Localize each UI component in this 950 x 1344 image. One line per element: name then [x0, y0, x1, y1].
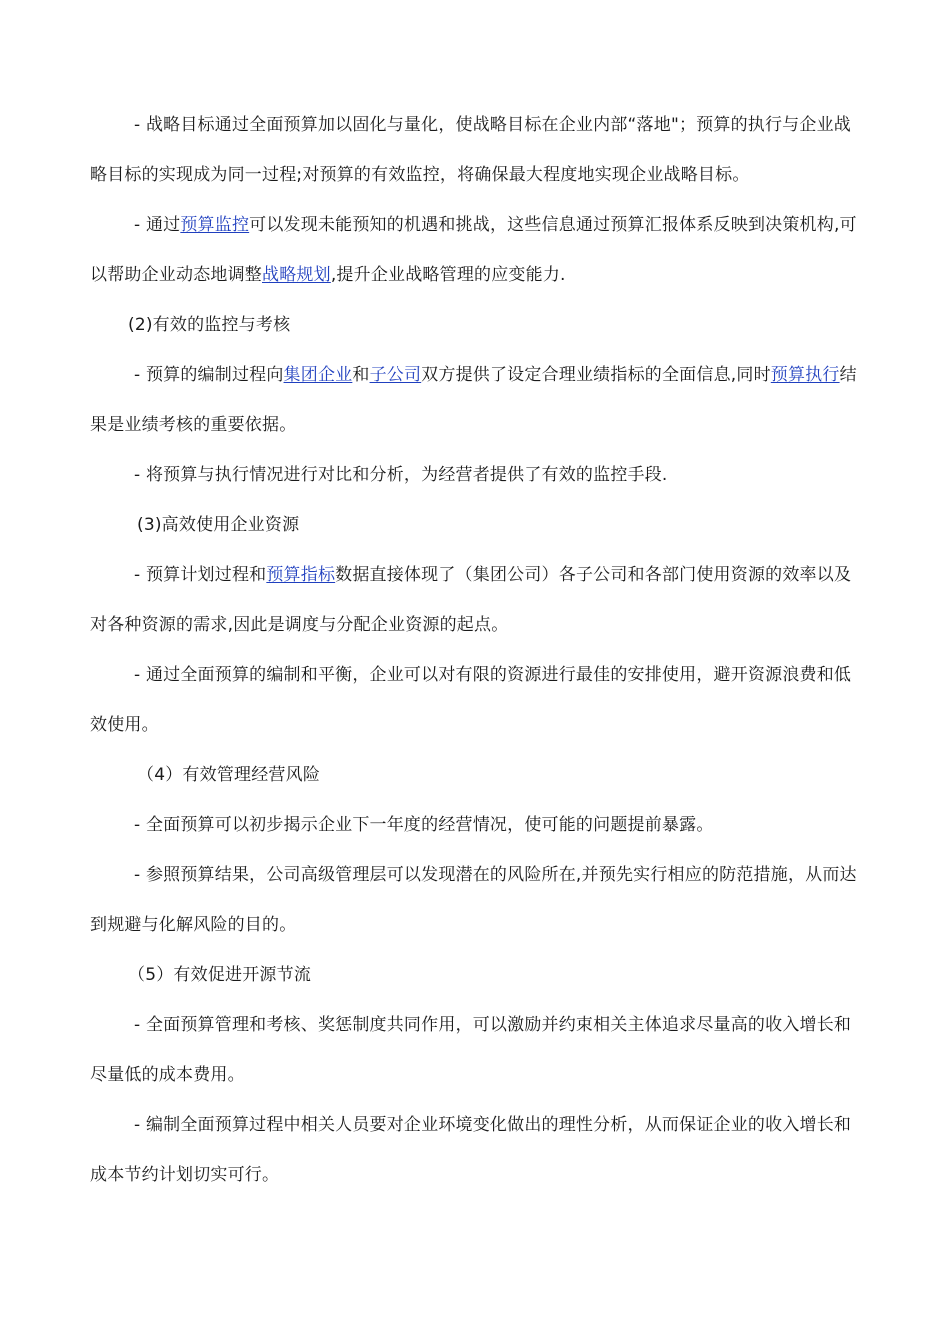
paragraph-comparison — [90, 450, 860, 500]
paragraph-strategy-goal — [90, 100, 860, 200]
paragraph-text: - 通过全面预算的编制和平衡，企业可以对有限的资源进行最佳的安排使用，避开资源浪费和低效使用。 — [90, 665, 852, 735]
paragraph-budget-planning — [90, 550, 860, 650]
document-body — [90, 100, 860, 1200]
link-strategic-planning[interactable]: 战略规划 — [262, 265, 331, 285]
paragraph-risk-prevention — [90, 850, 860, 950]
paragraph-text: ,提升企业战略管理的应变能力. — [330, 265, 566, 285]
paragraph-text: - 预算计划过程和 — [134, 565, 267, 585]
section-heading-5: （5）有效促进开源节流 — [128, 965, 312, 985]
paragraph-budget-preparation — [90, 350, 860, 450]
paragraph-incentive — [90, 1000, 860, 1100]
paragraph-text: 可以发现未能预知的机遇和挑战，这些信息通过预算汇报体系反映到决策机构,可以帮助企业动态地调整 — [90, 215, 857, 285]
paragraph-risk-reveal — [90, 800, 860, 850]
link-budget-monitoring[interactable]: 预算监控 — [180, 215, 250, 235]
paragraph-text: - 编制全面预算过程中相关人员要对企业环境变化做出的理性分析，从而保证企业的收入增长和成本节约计划切实可行。 — [90, 1115, 852, 1185]
paragraph-text: - 全面预算可以初步揭示企业下一年度的经营情况，使可能的问题提前暴露。 — [134, 815, 714, 835]
section-heading-2: (2)有效的监控与考核 — [128, 315, 291, 335]
link-budget-execution[interactable]: 预算执行 — [770, 365, 840, 385]
paragraph-text: - 通过 — [134, 215, 181, 235]
paragraph-budget-monitoring — [90, 200, 860, 300]
paragraph-text: 结果是业绩考核的重要依据。 — [90, 365, 857, 435]
paragraph-text: 数据直接体现了（集团公司）各子公司和各部门使用资源的效率以及对各种资源的需求,因此是调度与分配企业资源的起点。 — [90, 565, 852, 635]
link-group-enterprise[interactable]: 集团企业 — [283, 365, 353, 385]
paragraph-text: - 全面预算管理和考核、奖惩制度共同作用，可以激励并约束相关主体追求尽量高的收入增长和尽量低的成本费用。 — [90, 1015, 852, 1085]
paragraph-resource-allocation — [90, 650, 860, 750]
paragraph-text: - 参照预算结果，公司高级管理层可以发现潜在的风险所在,并预先实行相应的防范措施，从而达到规避与化解风险的目的。 — [90, 865, 857, 935]
link-budget-indicators[interactable]: 预算指标 — [266, 565, 336, 585]
link-subsidiary[interactable]: 子公司 — [369, 365, 422, 385]
paragraph-text: 和 — [352, 365, 370, 385]
paragraph-text: - 战略目标通过全面预算加以固化与量化，使战略目标在企业内部“落地"；预算的执行与企业战略目标的实现成为同一过程;对预算的有效监控，将确保最大程度地实现企业战略目标。 — [90, 115, 851, 185]
paragraph-text: - 将预算与执行情况进行对比和分析，为经营者提供了有效的监控手段. — [134, 465, 668, 485]
section-heading-3: (3)高效使用企业资源 — [137, 515, 300, 535]
paragraph-text: - 预算的编制过程向 — [134, 365, 284, 385]
paragraph-rational-analysis — [90, 1100, 860, 1200]
section-heading-4: （4）有效管理经营风险 — [137, 765, 321, 785]
paragraph-text: 双方提供了设定合理业绩指标的全面信息,同时 — [421, 365, 771, 385]
